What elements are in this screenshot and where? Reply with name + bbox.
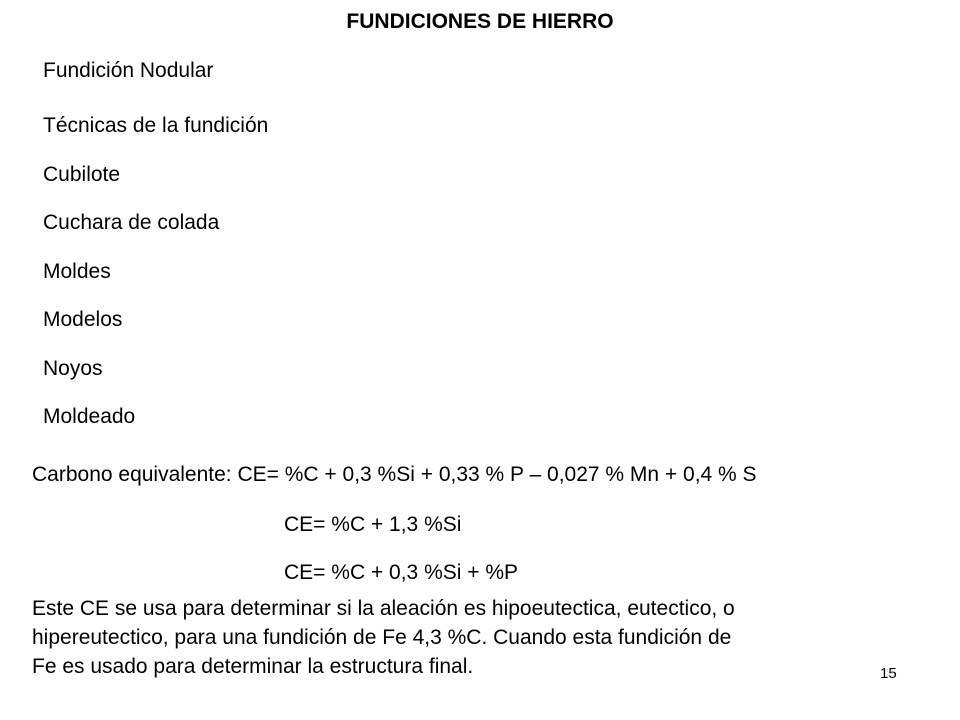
slide-title: FUNDICIONES DE HIERRO bbox=[346, 10, 614, 33]
page-number: 15 bbox=[880, 665, 897, 682]
slide-subtitle: Fundición Nodular bbox=[43, 59, 214, 82]
topic-item: Modelos bbox=[43, 308, 123, 331]
carbon-equivalent-formula: Carbono equivalente: CE= %C + 0,3 %Si + 0,33 % P – 0,027 % Mn + 0,4 % S bbox=[32, 463, 757, 486]
topic-list bbox=[43, 114, 268, 454]
carbon-equivalent-formula-alt1: CE= %C + 1,3 %Si bbox=[284, 513, 462, 536]
explanation-paragraph bbox=[32, 594, 932, 681]
paragraph-line: hipereutectico, para una fundición de Fe 4,3 %C. Cuando esta fundición de bbox=[32, 626, 732, 649]
topic-item: Noyos bbox=[43, 356, 103, 380]
carbon-equivalent-formula-alt2: CE= %C + 0,3 %Si + %P bbox=[284, 561, 519, 584]
topic-item: Cubilote bbox=[43, 162, 121, 186]
topic-item: Técnicas de la fundición bbox=[43, 114, 269, 137]
topic-item: Moldes bbox=[43, 259, 111, 283]
topic-item: Cuchara de colada bbox=[43, 211, 220, 234]
topic-item: Moldeado bbox=[43, 405, 136, 428]
paragraph-line: Este CE se usa para determinar si la aleación es hipoeutectica, eutectico, o bbox=[32, 597, 735, 620]
paragraph-line: Fe es usado para determinar la estructura final. bbox=[32, 655, 474, 678]
